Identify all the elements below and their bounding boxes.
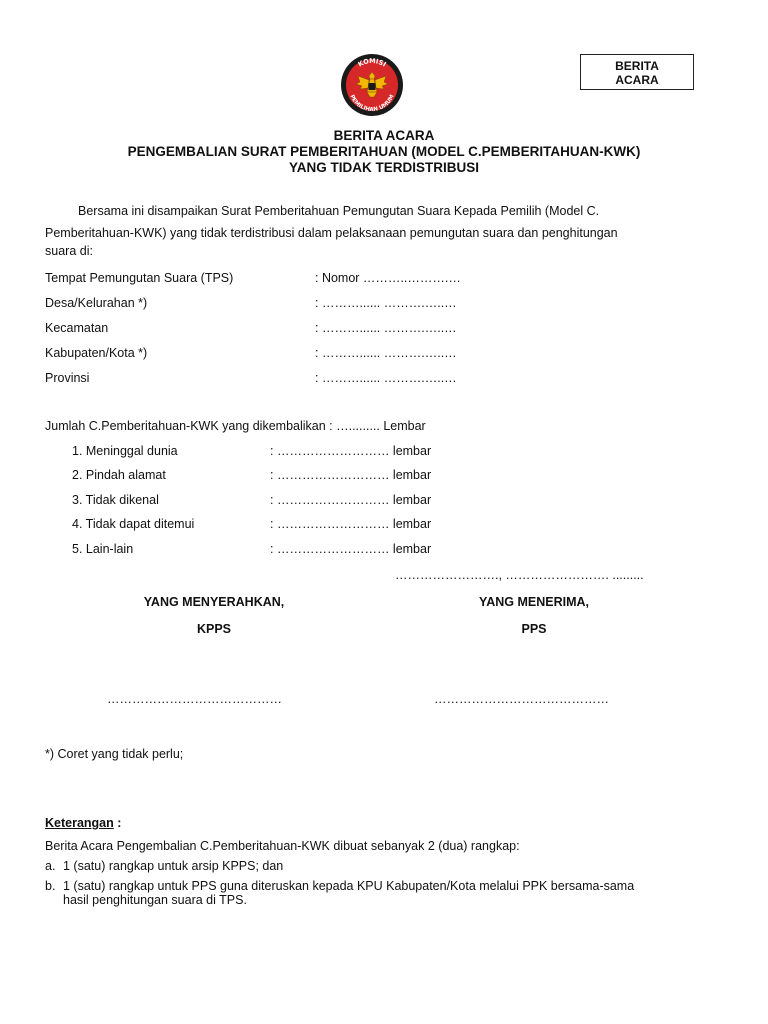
- title-line-2: PENGEMBALIAN SURAT PEMBERITAHUAN (MODEL C.PEMBERITAHUAN-KWK): [127, 144, 641, 159]
- reason-value-2[interactable]: : ……………………… lembar: [270, 468, 432, 482]
- badge-line-1: BERITA: [615, 59, 659, 73]
- title-line-1: BERITA ACARA: [333, 128, 435, 143]
- svg-text:KOMISI: KOMISI: [356, 56, 388, 69]
- field-label-kecamatan: Kecamatan: [45, 321, 109, 335]
- place-date-line[interactable]: ……………………., ……………………. .........: [395, 568, 644, 582]
- notes-heading-text: Keterangan: [45, 816, 114, 830]
- handover-role: YANG MENYERAHKAN,: [143, 595, 285, 609]
- footnote: *) Coret yang tidak perlu;: [45, 747, 184, 761]
- reason-value-5[interactable]: : ……………………… lembar: [270, 542, 432, 556]
- reason-label-3: 3. Tidak dikenal: [72, 493, 159, 507]
- field-value-kabupaten[interactable]: : ………...... ……….…..…: [315, 346, 457, 360]
- title-line-3: YANG TIDAK TERDISTRIBUSI: [288, 160, 479, 175]
- field-value-provinsi[interactable]: : ………...... ……….…..…: [315, 371, 457, 385]
- intro-line-1: Bersama ini disampaikan Surat Pemberitahuan Pemungutan Suara Kepada Pemilih (Model C.: [78, 204, 600, 218]
- document-type-badge: [580, 54, 694, 90]
- notes-item-b-line-1: 1 (satu) rangkap untuk PPS guna diteruskan kepada KPU Kabupaten/Kota melalui PPK bersama-sama: [63, 879, 635, 893]
- notes-item-a: 1 (satu) rangkap untuk arsip KPPS; dan: [63, 859, 284, 873]
- notes-intro: Berita Acara Pengembalian C.Pemberitahuan-KWK dibuat sebanyak 2 (dua) rangkap:: [45, 839, 520, 853]
- reason-label-1: 1. Meninggal dunia: [72, 444, 178, 458]
- notes-item-b-marker: b.: [45, 879, 56, 893]
- field-value-desa[interactable]: : ………...... ……….…..…: [315, 296, 457, 310]
- notes-item-a-marker: a.: [45, 859, 56, 873]
- reason-label-4: 4. Tidak dapat ditemui: [72, 517, 195, 531]
- field-label-desa: Desa/Kelurahan *): [45, 296, 148, 310]
- handover-signature-line[interactable]: ……………………………………: [107, 692, 282, 706]
- field-label-kabupaten: Kabupaten/Kota *): [45, 346, 148, 360]
- intro-paragraph: [45, 200, 695, 258]
- notes-heading-colon: :: [113, 816, 122, 830]
- intro-line-2: Pemberitahuan-KWK) yang tidak terdistribusi dalam pelaksanaan pemungutan suara dan penghitungan: [45, 226, 618, 240]
- field-label-tps: Tempat Pemungutan Suara (TPS): [45, 271, 234, 285]
- intro-line-3: suara di:: [45, 244, 93, 258]
- receiver-org: PPS: [521, 622, 547, 636]
- field-value-kecamatan[interactable]: : ………...... ……….…..…: [315, 321, 457, 335]
- handover-org: KPPS: [196, 622, 232, 636]
- reason-label-5: 5. Lain-lain: [72, 542, 134, 556]
- reason-value-1[interactable]: : ……………………… lembar: [270, 444, 432, 458]
- returned-count-line: Jumlah C.Pemberitahuan-KWK yang dikembalikan : …......... Lembar: [45, 419, 426, 433]
- receiver-signature-line[interactable]: ……………………………………: [434, 692, 609, 706]
- kpu-logo: [340, 52, 404, 118]
- notes-heading: [45, 816, 121, 830]
- field-value-tps[interactable]: : Nomor ………..……….…: [315, 271, 461, 285]
- reason-value-4[interactable]: : ……………………… lembar: [270, 517, 432, 531]
- field-label-provinsi: Provinsi: [45, 371, 90, 385]
- reason-label-2: 2. Pindah alamat: [72, 468, 166, 482]
- reason-value-3[interactable]: : ……………………… lembar: [270, 493, 432, 507]
- notes-item-b-line-2: hasil penghitungan suara di TPS.: [63, 893, 247, 907]
- receiver-role: YANG MENERIMA,: [479, 595, 589, 609]
- svg-text:PEMILIHAN UMUM: PEMILIHAN UMUM: [348, 93, 396, 114]
- badge-line-2: ACARA: [615, 73, 659, 87]
